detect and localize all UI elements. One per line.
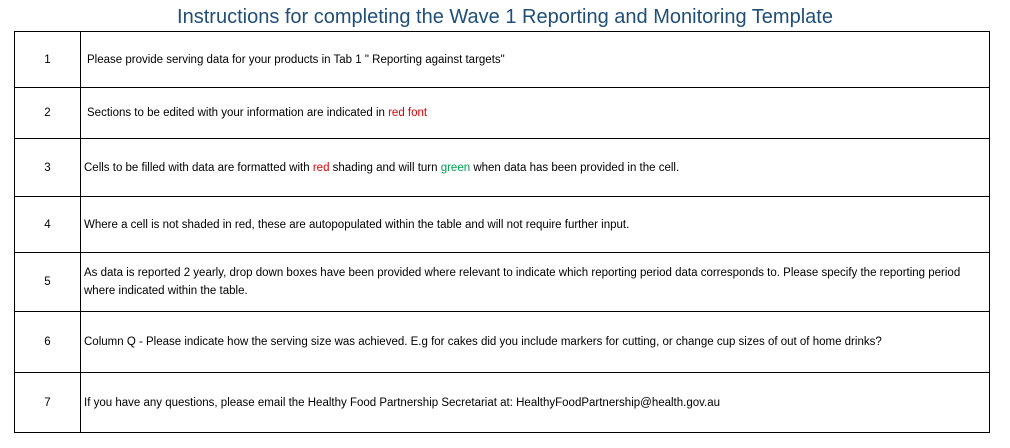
instruction-text	[81, 32, 990, 88]
table-row	[15, 373, 990, 433]
instruction-text	[81, 88, 990, 139]
instruction-text	[81, 373, 990, 433]
row-number: 4	[15, 197, 81, 253]
row-number: 7	[15, 373, 81, 433]
text-segment: Sections to be edited with your information are indicated in	[87, 107, 389, 119]
table-row	[15, 312, 990, 373]
red-font-highlight: red font	[388, 107, 428, 119]
red-highlight: red	[312, 161, 330, 174]
green-highlight: green	[440, 161, 471, 174]
text-segment: when data has been provided in the cell.	[470, 161, 680, 174]
page-title: Instructions for completing the Wave 1 Reporting and Monitoring Template	[177, 6, 833, 28]
text-segment: Column Q - Please indicate how the serving size was achieved. E.g for cakes did you include markers for cutting, or change cup sizes of out of home drinks?	[84, 336, 882, 348]
row-number: 1	[15, 32, 81, 88]
text-segment: As data is reported 2 yearly, drop down boxes have been provided where relevant to indicate which reporting period data corresponds to. Please specify the reporting period where indicated within the table.	[84, 267, 961, 297]
table-row	[15, 253, 990, 312]
table-row	[15, 32, 990, 88]
text-segment: Cells to be filled with data are formatted with	[84, 161, 313, 174]
text-segment: If you have any questions, please email the Healthy Food Partnership Secretariat at: HealthyFoodPartnership@health.gov.au	[84, 396, 721, 409]
row-number: 3	[15, 139, 81, 197]
instructions-table	[14, 31, 990, 433]
row-number: 6	[15, 312, 81, 373]
instruction-text	[81, 312, 990, 373]
row-number: 2	[15, 88, 81, 139]
instruction-text	[81, 253, 990, 312]
row-number: 5	[15, 253, 81, 312]
instruction-text	[81, 197, 990, 253]
table-row	[15, 88, 990, 139]
text-segment: Where a cell is not shaded in red, these are autopopulated within the table and will not require further input.	[84, 218, 630, 231]
table-row	[15, 197, 990, 253]
table-row	[15, 139, 990, 197]
text-segment: Please provide serving data for your products in Tab 1 " Reporting against targets"	[87, 53, 505, 66]
instruction-text	[81, 139, 990, 197]
text-segment: shading and will turn	[329, 161, 441, 174]
